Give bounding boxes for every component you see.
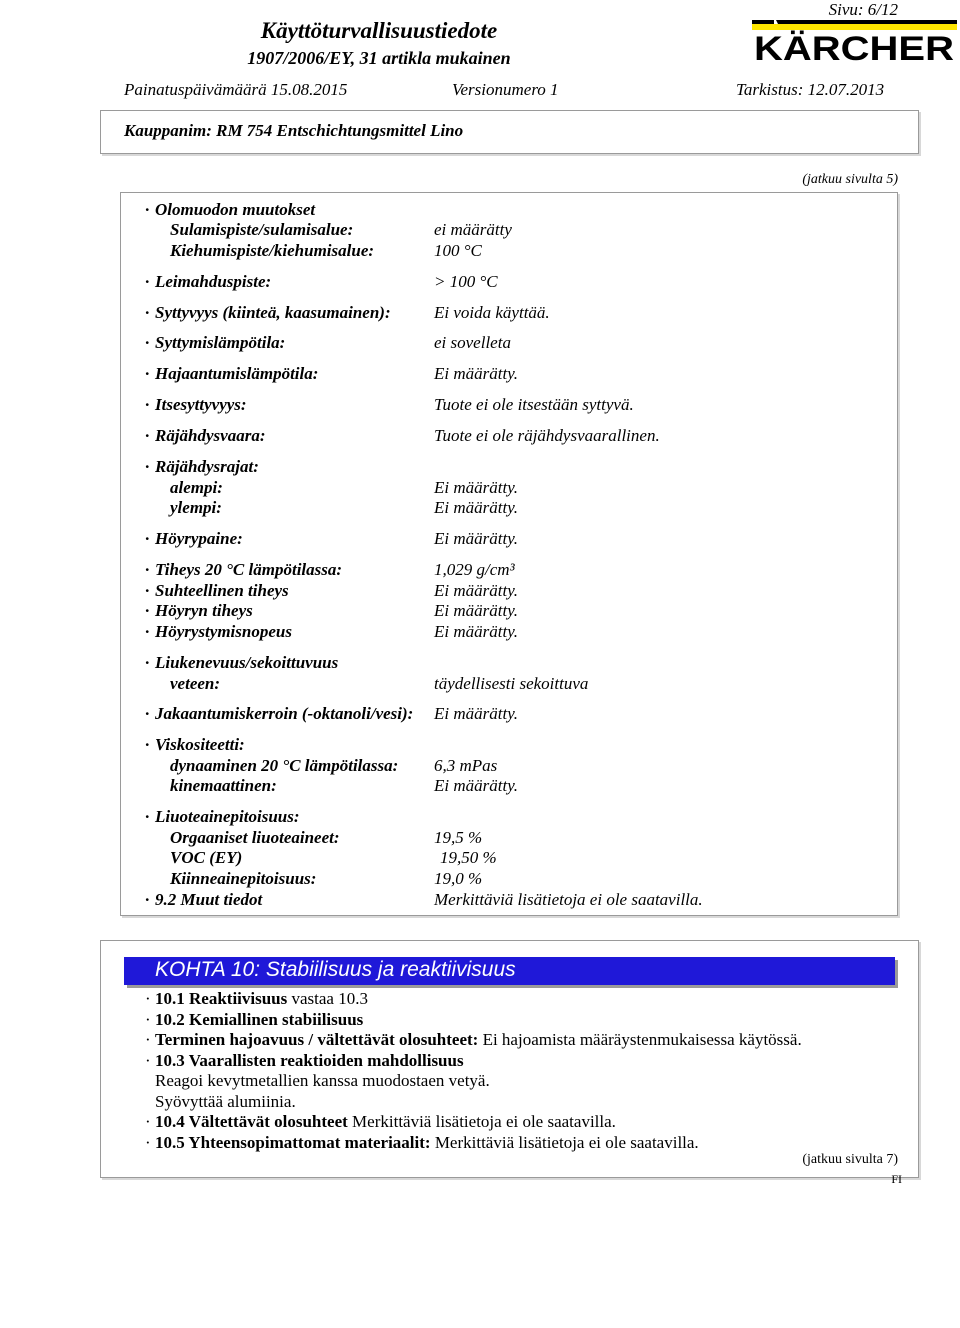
solids-content-value: 19,0 % — [434, 869, 483, 888]
evaporation-rate-label: · Höyrystymisnopeus — [145, 622, 292, 641]
partition-coefficient-label: · Jakaantumiskerroin (-oktanoli/vesi): — [145, 704, 414, 723]
melting-value: ei määrätty — [434, 220, 512, 239]
viscosity-label: · Viskositeetti: — [145, 735, 245, 754]
organic-solvents-value: 19,5 % — [434, 828, 483, 847]
svg-text:KÄRCHER: KÄRCHER — [754, 30, 954, 68]
corrodes-aluminium-line: Syövyttää alumiinia. — [155, 1092, 296, 1111]
density-value: 1,029 g/cm³ — [434, 560, 515, 579]
boiling-value: 100 °C — [434, 241, 482, 260]
other-info-value: Merkittäviä lisätietoja ei ole saatavilla. — [434, 890, 703, 909]
decomposition-temp-label: · Hajaantumislämpötila: — [145, 364, 319, 383]
product-name: Kauppanim: RM 754 Entschichtungsmittel Lino — [124, 121, 464, 140]
karcher-logo — [752, 16, 957, 72]
thermal-decomposition-line: · Terminen hajoavuus / vältettävät olosuhteet: Ei hajoamista määräystenmukaisessa käytössä. — [145, 1030, 802, 1049]
melting-label: Sulamispiste/sulamisalue: — [170, 220, 354, 239]
explosion-limits-label: · Räjähdysrajat: — [145, 457, 259, 476]
print-date: Painatuspäivämäärä 15.08.2015 — [124, 80, 348, 99]
flash-point-label: · Leimahduspiste: — [145, 272, 272, 291]
ignition-temp-value: ei sovelleta — [434, 333, 511, 352]
flammability-label: · Syttyvyys (kiinteä, kaasumainen): — [145, 303, 391, 322]
document-title: Käyttöturvallisuustiedote — [260, 18, 498, 43]
flammability-value: Ei voida käyttää. — [434, 303, 550, 322]
light-metals-line: Reagoi kevytmetallien kanssa muodostaen vetyä. — [155, 1071, 490, 1090]
ignition-temp-label: · Syttymislämpötila: — [145, 333, 286, 352]
vapour-pressure-label: · Höyrypaine: — [145, 529, 243, 548]
dynamic-viscosity-label: dynaaminen 20 °C lämpötilassa: — [170, 756, 399, 775]
flash-point-value: > 100 °C — [434, 272, 498, 291]
explosion-hazard-value: Tuote ei ole räjähdysvaarallinen. — [434, 426, 660, 445]
self-ignition-label: · Itsesyttyvyys: — [145, 395, 247, 414]
continued-from: (jatkuu sivulta 5) — [802, 172, 898, 187]
solubility-label: · Liukenevuus/sekoittuvuus — [145, 653, 339, 672]
upper-limit-value: Ei määrätty. — [434, 498, 519, 517]
voc-label: VOC (EY) — [170, 848, 243, 867]
water-value: täydellisesti sekoittuva — [434, 674, 589, 693]
section-10-title: KOHTA 10: Stabiilisuus ja reaktiivisuus — [155, 958, 516, 981]
self-ignition-value: Tuote ei ole itsestään syttyvä. — [434, 395, 634, 414]
kinematic-viscosity-value: Ei määrätty. — [434, 776, 519, 795]
water-label: veteen: — [170, 674, 221, 693]
continued-to: (jatkuu sivulta 7) — [802, 1152, 898, 1167]
language-code: FI — [891, 1172, 902, 1186]
dynamic-viscosity-value: 6,3 mPas — [434, 756, 498, 775]
other-info-label: · 9.2 Muut tiedot — [145, 890, 263, 909]
organic-solvents-label: Orgaaniset liuoteaineet: — [170, 828, 340, 847]
hazardous-reactions-line: · 10.3 Vaarallisten reaktioiden mahdollisuus — [145, 1051, 464, 1070]
reactivity-line: · 10.1 Reaktiivisuus vastaa 10.3 — [145, 989, 368, 1008]
explosion-hazard-label: · Räjähdysvaara: — [145, 426, 266, 445]
voc-value: 19,50 % — [440, 848, 497, 867]
boiling-label: Kiehumispiste/kiehumisalue: — [170, 241, 375, 260]
document-subtitle: 1907/2006/EY, 31 artikla mukainen — [247, 48, 511, 68]
chemical-stability-line: · 10.2 Kemiallinen stabiilisuus — [145, 1010, 364, 1029]
page-number: Sivu: 6/12 — [828, 0, 898, 19]
kinematic-viscosity-label: kinemaattinen: — [170, 776, 277, 795]
incompatible-materials-line: · 10.5 Yhteensopimattomat materiaalit: Merkittäviä lisätietoja ei ole saatavilla. — [145, 1133, 699, 1152]
density-label: · Tiheys 20 °C lämpötilassa: — [145, 560, 343, 579]
solvent-content-label: · Liuoteainepitoisuus: — [145, 807, 300, 826]
decomposition-temp-value: Ei määrätty. — [434, 364, 519, 383]
lower-limit-label: alempi: — [170, 478, 223, 497]
vapour-density-value: Ei määrätty. — [434, 601, 519, 620]
lower-limit-value: Ei määrätty. — [434, 478, 519, 497]
phase-change-heading: · Olomuodon muutokset — [145, 200, 316, 219]
relative-density-label: · Suhteellinen tiheys — [145, 581, 289, 600]
vapour-pressure-value: Ei määrätty. — [434, 529, 519, 548]
solids-content-label: Kiinneainepitoisuus: — [170, 869, 317, 888]
upper-limit-label: ylempi: — [170, 498, 222, 517]
vapour-density-label: · Höyryn tiheys — [145, 601, 253, 620]
revision-date: Tarkistus: 12.07.2013 — [736, 80, 885, 99]
partition-coefficient-value: Ei määrätty. — [434, 704, 519, 723]
relative-density-value: Ei määrätty. — [434, 581, 519, 600]
version-number: Versionumero 1 — [452, 80, 559, 99]
evaporation-rate-value: Ei määrätty. — [434, 622, 519, 641]
conditions-to-avoid-line: · 10.4 Vältettävät olosuhteet Merkittäviä lisätietoja ei ole saatavilla. — [145, 1112, 616, 1131]
